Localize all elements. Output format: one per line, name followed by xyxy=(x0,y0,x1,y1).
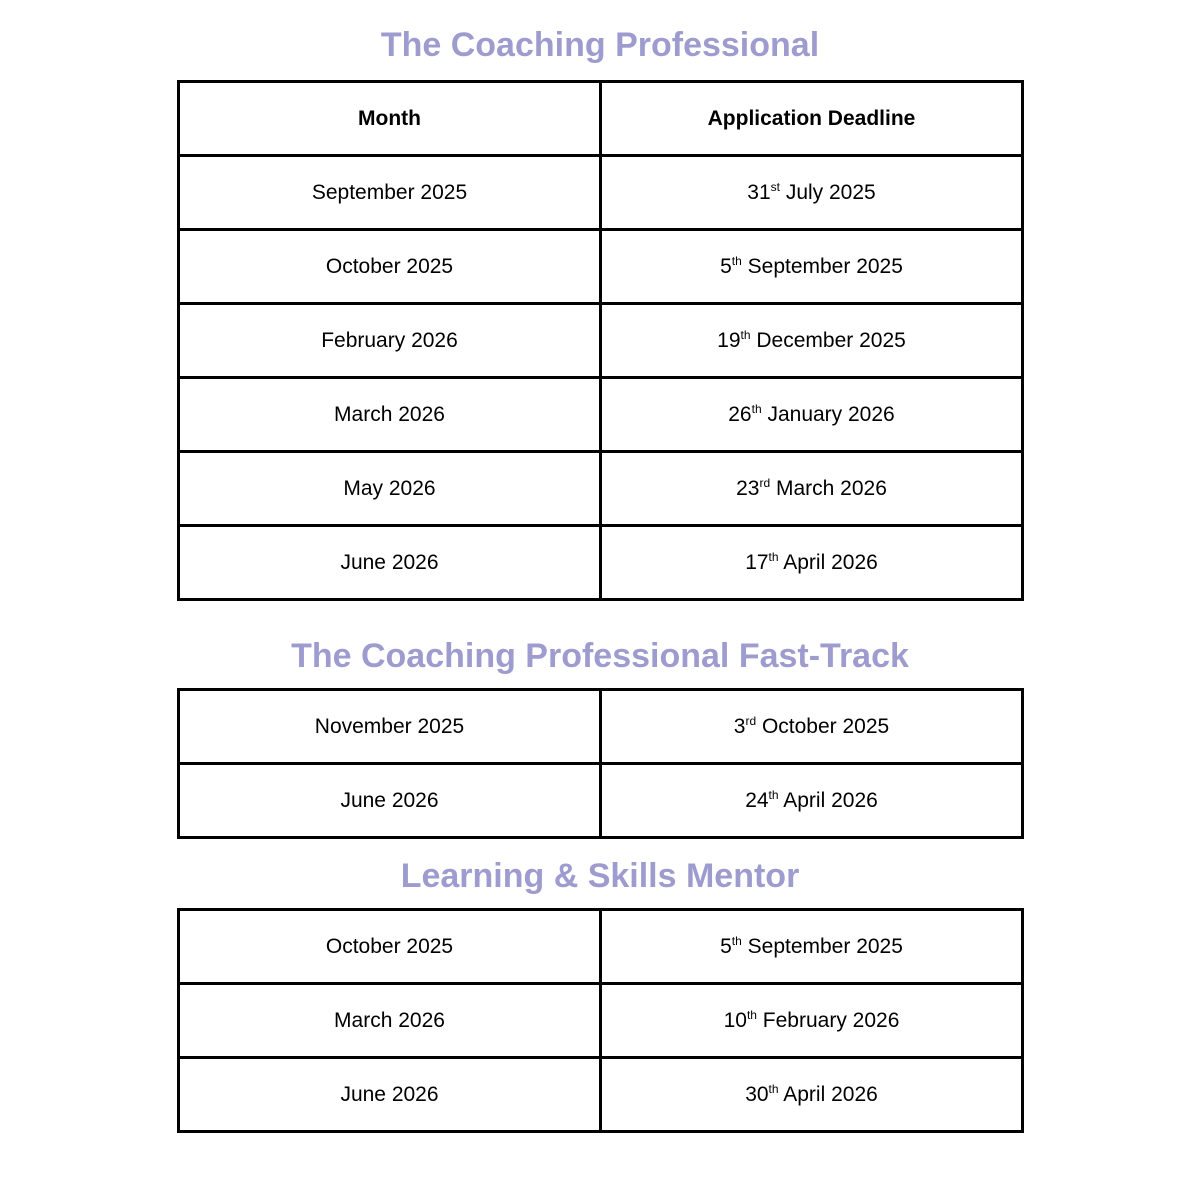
table-row xyxy=(179,156,1023,230)
deadline-month-year: February 2026 xyxy=(756,1008,900,1032)
deadline-month-year: April 2026 xyxy=(778,550,878,574)
deadline-cell xyxy=(601,690,1023,764)
deadline-cell xyxy=(601,910,1023,984)
deadline-cell xyxy=(601,304,1023,378)
month-cell: June 2026 xyxy=(179,1058,601,1132)
deadline-cell xyxy=(601,1058,1023,1132)
deadline-day: 30 xyxy=(745,1082,769,1106)
deadline-month-year: December 2025 xyxy=(750,328,906,352)
month-cell: March 2026 xyxy=(179,984,601,1058)
deadline-day: 10 xyxy=(723,1008,747,1032)
deadline-day: 17 xyxy=(745,550,769,574)
month-cell: November 2025 xyxy=(179,690,601,764)
schedule-table-fast-track xyxy=(177,688,1024,839)
ordinal-suffix: th xyxy=(746,1007,757,1022)
deadline-day: 5 xyxy=(720,254,732,278)
deadline-day: 19 xyxy=(717,328,741,352)
deadline-day: 26 xyxy=(728,402,752,426)
deadline-month-year: September 2025 xyxy=(741,934,903,958)
table-row xyxy=(179,452,1023,526)
deadline-cell xyxy=(601,984,1023,1058)
deadline-month-year: March 2026 xyxy=(770,476,887,500)
deadline-month-year: April 2026 xyxy=(778,1082,878,1106)
deadline-day: 3 xyxy=(733,714,746,738)
ordinal-suffix: th xyxy=(768,549,779,564)
month-cell: October 2025 xyxy=(179,910,601,984)
month-cell: September 2025 xyxy=(179,156,601,230)
deadline-month-year: September 2025 xyxy=(741,254,903,278)
table-row xyxy=(179,304,1023,378)
schedule-table-learning-skills-mentor xyxy=(177,908,1024,1133)
ordinal-suffix: th xyxy=(731,933,742,948)
deadline-month-year: January 2026 xyxy=(761,402,895,426)
section-title: Learning & Skills Mentor xyxy=(400,857,800,895)
deadline-cell xyxy=(601,452,1023,526)
ordinal-suffix: rd xyxy=(759,475,771,490)
deadline-cell xyxy=(601,764,1023,838)
table-row xyxy=(179,526,1023,600)
ordinal-suffix: th xyxy=(751,401,762,416)
table-row xyxy=(179,910,1023,984)
deadline-month-year: April 2026 xyxy=(778,788,878,812)
month-cell: June 2026 xyxy=(179,526,601,600)
deadline-day: 23 xyxy=(736,476,760,500)
ordinal-suffix: th xyxy=(768,1081,779,1096)
table-row xyxy=(179,690,1023,764)
table-row xyxy=(179,378,1023,452)
section-title: The Coaching Professional xyxy=(380,26,820,64)
ordinal-suffix: th xyxy=(731,253,742,268)
deadline-month-year: July 2025 xyxy=(779,180,876,204)
table-row xyxy=(179,984,1023,1058)
month-cell: May 2026 xyxy=(179,452,601,526)
deadline-cell xyxy=(601,378,1023,452)
table-row xyxy=(179,764,1023,838)
deadline-day: 24 xyxy=(745,788,769,812)
deadline-cell xyxy=(601,230,1023,304)
deadline-day: 31 xyxy=(747,180,771,204)
deadline-cell xyxy=(601,526,1023,600)
schedule-table-coaching-professional xyxy=(177,80,1024,601)
ordinal-suffix: th xyxy=(768,787,779,802)
deadline-cell xyxy=(601,156,1023,230)
table-row xyxy=(179,230,1023,304)
month-cell: February 2026 xyxy=(179,304,601,378)
header-month: Month xyxy=(179,82,601,156)
table-row xyxy=(179,1058,1023,1132)
month-cell: March 2026 xyxy=(179,378,601,452)
deadline-day: 5 xyxy=(720,934,732,958)
month-cell: June 2026 xyxy=(179,764,601,838)
header-deadline: Application Deadline xyxy=(601,82,1023,156)
section-title: The Coaching Professional Fast-Track xyxy=(291,637,909,675)
ordinal-suffix: st xyxy=(770,179,780,194)
ordinal-suffix: th xyxy=(740,327,751,342)
month-cell: October 2025 xyxy=(179,230,601,304)
deadline-month-year: October 2025 xyxy=(756,714,890,738)
ordinal-suffix: rd xyxy=(745,713,757,728)
